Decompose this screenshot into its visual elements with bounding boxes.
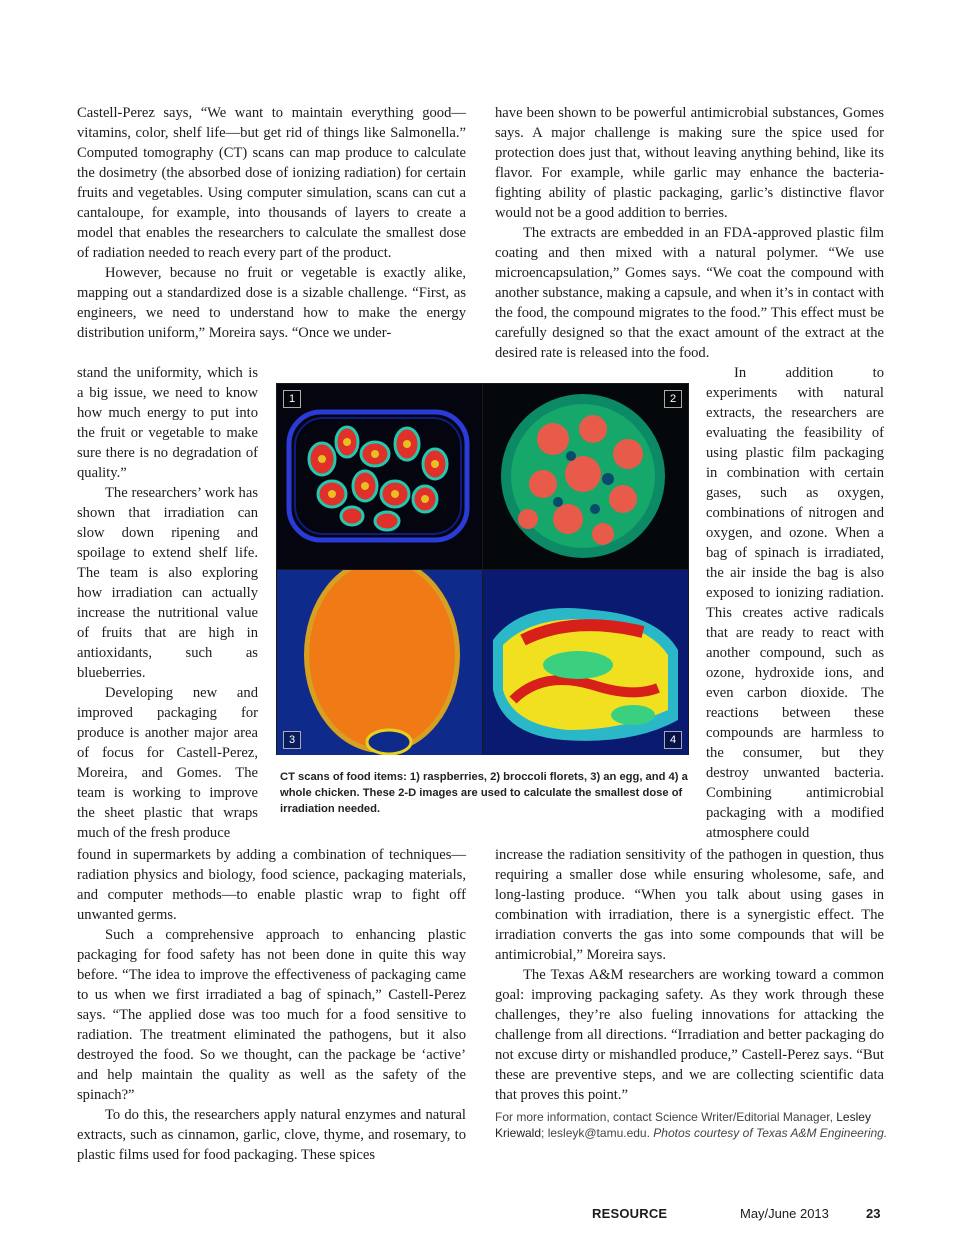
- left-column-top: [77, 103, 466, 343]
- paragraph: Castell-Perez says, “We want to maintain everything good—vitamins, color, shelf life—but get rid of things like Salmonella.” Computed tomography (CT) scans can map produce to calculate the dosimetry (the absorbed dose of ionizing radiation) for certain fruits and vegetables. Using computer simulation, scans can cut a cantaloupe, for example, into thousands of layers to create a model that enables the researchers to calculate the smallest dose of radiation needed to reach every part of the product.: [77, 105, 466, 261]
- paragraph: In addition to experiments with natural extracts, the researchers are evaluating the feasibility of using plastic film packaging in combination with certain gases, such as oxygen, combinations of nitrogen and oxygen, and ozone. When a bag of spinach is irradiated, the air inside the bag is also exposed to ionizing radiation. This creates active radicals that are ready to react with another compound, such as ozone, hydroxide ions, and even carbon dioxide. The reactions between these compounds are harmless to the consumer, but they destroy unwanted bacteria. Combining antimicrobial packaging with a modified atmosphere could: [706, 365, 884, 841]
- egg-scan-image: [277, 570, 482, 755]
- broccoli-scan-image: [483, 384, 688, 569]
- ct-panel-egg: [277, 570, 482, 755]
- contact-email[interactable]: ; lesleyk@tamu.edu.: [541, 1126, 654, 1140]
- ct-panel-raspberries: [277, 384, 482, 569]
- raspberries-scan-image: [277, 384, 482, 569]
- paragraph: found in supermarkets by adding a combination of techniques—radiation physics and biology, food science, packaging materials, and computer methods—to enable plastic wrap to fight off unwanted germs.: [77, 847, 466, 923]
- contact-info: [495, 1109, 895, 1141]
- right-column-narrow: [706, 363, 884, 843]
- paragraph: However, because no fruit or vegetable is exactly alike, mapping out a standardized dose is a sizable challenge. “First, as engineers, we need to understand how to make the energy distribution uniform,” Moreira says. “Once we under-: [77, 265, 466, 341]
- right-column-bottom: [495, 845, 884, 1105]
- ct-scan-figure: [276, 383, 689, 755]
- figure-caption: CT scans of food items: 1) raspberries, 2) broccoli florets, 3) an egg, and 4) a whole chicken. These 2-D images are used to calculate the smallest dose of irradiation needed.: [280, 771, 688, 815]
- footer-page-number: 23: [866, 1206, 881, 1221]
- photo-credit: Photos courtesy of Texas A&M Engineering.: [653, 1126, 888, 1140]
- paragraph: The Texas A&M researchers are working toward a common goal: improving packaging safety. As they work through these challenges, they’re also fueling innovations for attacking the challenge from all directions. “Irradiation and better packaging do not excuse dirty or mishandled produce,” Castell-Perez says. “But these are preventive steps, and we are collecting scientific data that proves this point.”: [495, 967, 884, 1103]
- footer-magazine-name: RESOURCE: [592, 1206, 668, 1221]
- contact-name: Lesley Kriewald: [495, 1110, 871, 1140]
- left-column-bottom: [77, 845, 466, 1165]
- paragraph: Developing new and improved packaging for produce is another major area of focus for Castell-Perez, Moreira, and Gomes. The team is working to improve the sheet plastic that wraps much of the fresh produce: [77, 685, 258, 841]
- panel-number-label: 4: [664, 731, 682, 749]
- paragraph: Such a comprehensive approach to enhancing plastic packaging for food safety has not been done in quite this way before. “The idea to improve the effectiveness of packaging came to us when we first irradiated a bag of spinach,” Castell-Perez says. “The applied dose was too much for a food sensitive to radiation. The treatment eliminated the pathogens, but it also destroyed the food. So we thought, can the package be ‘active’ and help maintain the quality as well as the safety of the spinach?”: [77, 927, 466, 1103]
- ct-panel-broccoli: [483, 384, 688, 569]
- paragraph: To do this, the researchers apply natural enzymes and natural extracts, such as cinnamon, garlic, clove, thyme, and rosemary, to plastic films used for food packaging. These spices: [77, 1107, 466, 1163]
- paragraph: stand the uniformity, which is a big issue, we need to know how much energy to put into the fruit or vegetable to make sure there is no degradation of quality.”: [77, 365, 258, 481]
- paragraph: The extracts are embedded in an FDA-approved plastic film coating and then mixed with a natural polymer. “We use microencapsulation,” Gomes says. “We coat the compound with another substance, making a capsule, and when it’s in contact with the food, the compound migrates to the food.” This effect must be carefully designed so that the exact amount of the extract at the desired rate is released into the food.: [495, 225, 884, 361]
- panel-number-label: 1: [283, 390, 301, 408]
- footer-issue-date: May/June 2013: [740, 1206, 829, 1221]
- contact-lead: For more information, contact Science Writer/Editorial Manager,: [495, 1110, 837, 1124]
- left-column-narrow: [77, 363, 258, 843]
- panel-number-label: 3: [283, 731, 301, 749]
- paragraph: have been shown to be powerful antimicrobial substances, Gomes says. A major challenge is making sure the spice used for protection does just that, without leaving anything behind, like its flavor. For example, while garlic may enhance the bacteria-fighting ability of plastic packaging, garlic’s distinctive flavor would not be a good addition to berries.: [495, 105, 884, 221]
- chicken-scan-image: [483, 570, 688, 755]
- paragraph: increase the radiation sensitivity of the pathogen in question, thus requiring a smaller dose while ensuring wholesome, safe, and long-lasting produce. “When you talk about using gases in combination with irradiation, there is a synergistic effect. The irradiation converts the gas into some compounds that will be antimicrobial,” Moreira says.: [495, 847, 884, 963]
- right-column-top: [495, 103, 884, 363]
- paragraph: The researchers’ work has shown that irradiation can slow down ripening and spoilage to extend shelf life. The team is also exploring how irradiation can actually increase the nutritional value of fruits that are high in antioxidants, such as blueberries.: [77, 485, 258, 681]
- ct-panel-chicken: [483, 570, 688, 755]
- panel-number-label: 2: [664, 390, 682, 408]
